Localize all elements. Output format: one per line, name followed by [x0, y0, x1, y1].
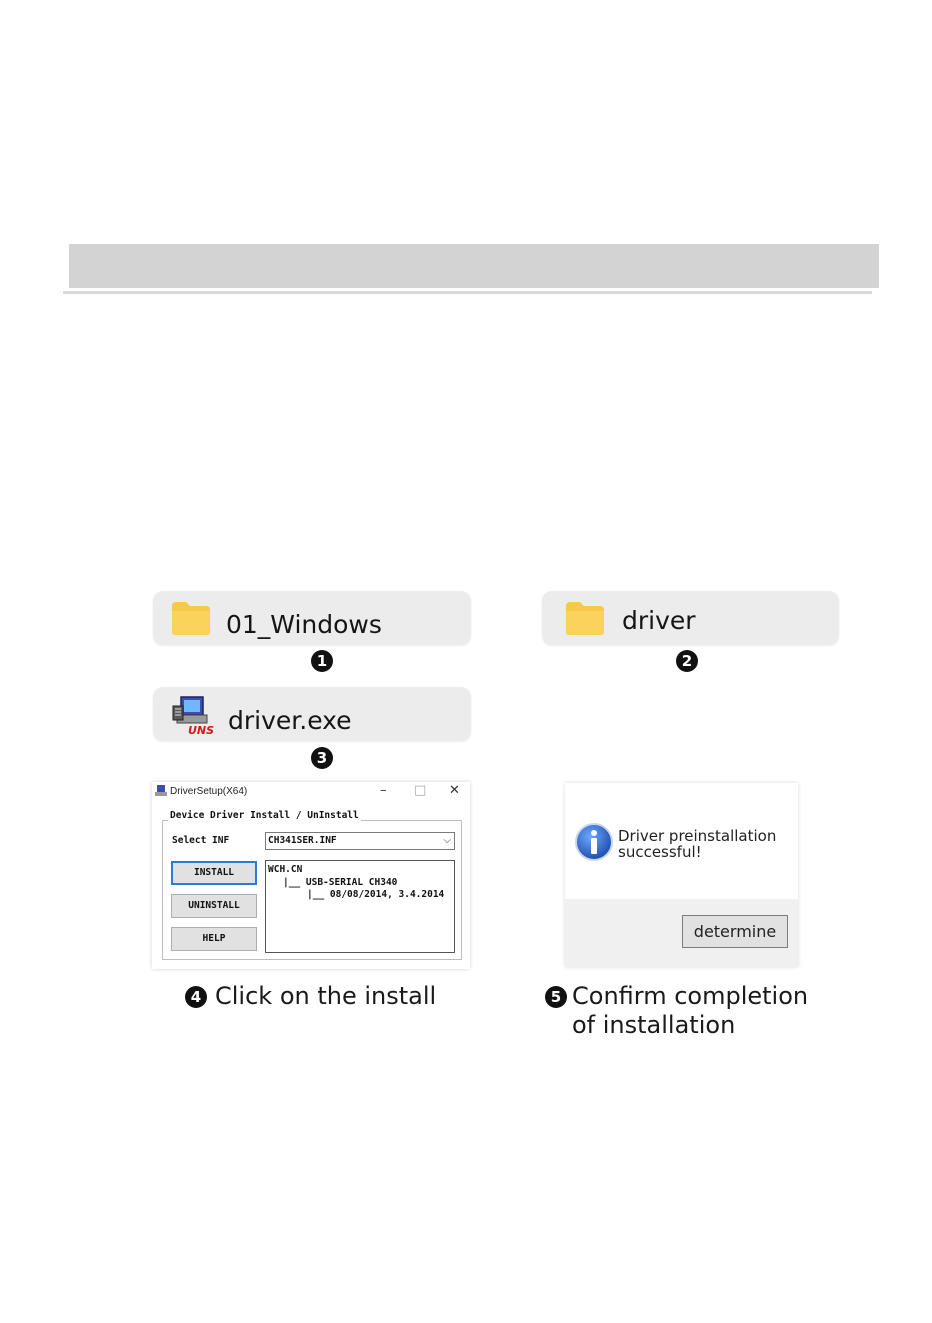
minimize-button[interactable]: –: [380, 783, 387, 798]
folder-label: driver: [622, 606, 696, 635]
step-4-marker: 4: [185, 986, 207, 1008]
step-5-caption-continued: of installation: [572, 1011, 736, 1039]
select-inf-label: Select INF: [172, 835, 230, 846]
step-2-marker: 2: [676, 650, 698, 672]
driver-setup-window: [152, 782, 470, 969]
step-1-marker: 1: [311, 650, 333, 672]
close-button[interactable]: ✕: [449, 783, 460, 798]
folder-tile-driver[interactable]: [542, 591, 839, 645]
info-icon: [574, 822, 614, 862]
step-5-marker: 5: [545, 986, 567, 1008]
info-line: |__ 08/08/2014, 3.4.2014: [307, 889, 445, 900]
info-line: |__ USB-SERIAL CH340: [283, 877, 398, 888]
dialog-message: [618, 828, 776, 860]
app-icon: [154, 784, 168, 797]
window-title: DriverSetup(X64): [170, 786, 248, 797]
maximize-button[interactable]: □: [414, 783, 427, 798]
header-band: [69, 244, 879, 288]
help-button[interactable]: HELP: [171, 927, 257, 951]
inf-select-value: CH341SER.INF: [268, 835, 337, 846]
driver-info-box[interactable]: [265, 860, 455, 953]
svg-text:UNS: UNS: [188, 724, 215, 736]
folder-icon: [564, 600, 606, 636]
folder-icon: [170, 600, 212, 636]
success-dialog: [565, 783, 798, 967]
uninstall-button[interactable]: UNINSTALL: [171, 894, 257, 918]
info-line: WCH.CN: [268, 864, 303, 875]
group-title: Device Driver Install / UnInstall: [170, 810, 359, 821]
step-3-marker: 3: [311, 747, 333, 769]
folder-tile-windows[interactable]: [153, 591, 471, 645]
header-divider: [63, 291, 872, 294]
determine-button[interactable]: determine: [682, 915, 788, 948]
folder-label: 01_Windows: [226, 610, 382, 639]
chevron-down-icon: ⌵: [443, 835, 451, 846]
dialog-message-line: Driver preinstallation: [618, 827, 777, 845]
setup-program-icon: [171, 694, 215, 736]
dialog-message-line: successful!: [618, 843, 702, 861]
file-tile-driver-exe[interactable]: [153, 687, 471, 741]
inf-select[interactable]: [265, 832, 455, 850]
step-5-caption: Confirm completion: [572, 982, 809, 1010]
install-button[interactable]: INSTALL: [171, 861, 257, 885]
file-label: driver.exe: [228, 706, 352, 735]
step-4-caption: Click on the install: [215, 982, 437, 1010]
